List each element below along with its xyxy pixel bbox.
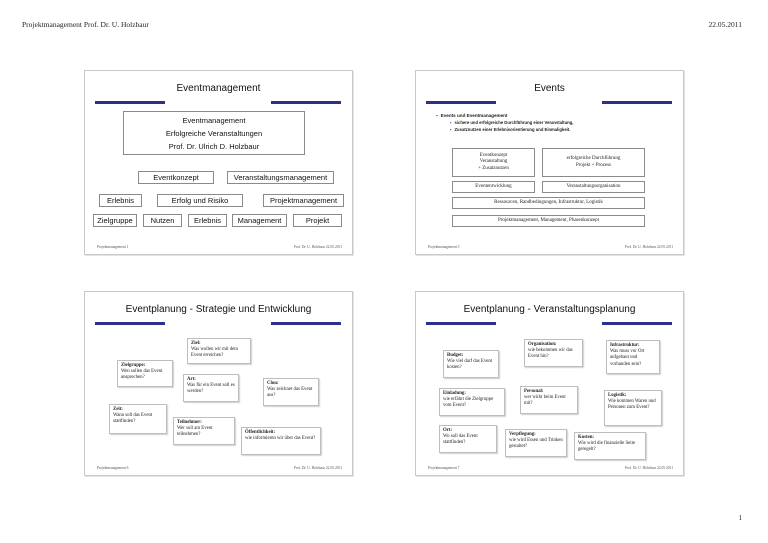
slide-eventmanagement	[84, 70, 353, 255]
box-projektmanagement: Projektmanagement	[263, 194, 344, 207]
note-title: Öffentlichkeit:	[245, 430, 276, 435]
note-clou	[263, 378, 319, 406]
title-underline-right	[271, 101, 341, 104]
slide-footer-left: Projektmanagement 5	[428, 245, 460, 249]
box-line-3: Prof. Dr. Ulrich D. Holzbaur	[168, 142, 260, 151]
note-text: Was zeichnet das Event aus?	[267, 387, 313, 399]
page-number: 1	[738, 514, 742, 522]
box-erlebnis-2: Erlebnis	[188, 214, 227, 227]
title-underline-right	[602, 322, 672, 325]
slide-events	[415, 70, 684, 255]
note-text: wie bekommen wir das Event hin?	[528, 348, 573, 360]
note-text: Wo soll das Event stattfinden?	[443, 434, 478, 446]
slide-title: Eventplanung - Strategie und Entwicklung	[125, 304, 312, 315]
slide-footer-right: Prof. Dr. U. Holzbaur 22.05.2011	[293, 466, 342, 470]
slide-footer-right: Prof. Dr. U. Holzbaur 22.05.2011	[624, 245, 673, 249]
document-header-left: Projektmanagement Prof. Dr. U. Holzbaur	[22, 20, 149, 29]
note-text: Wie viel darf das Event kosten?	[447, 359, 493, 371]
bullet-main	[436, 113, 508, 118]
note-ziel	[187, 338, 251, 364]
slide-footer-right: Prof. Dr. U. Holzbaur 22.05.2011	[624, 466, 673, 470]
note-organisation	[524, 339, 583, 367]
box-projektmanagement: Projektmanagement, Management, Phasenkonzept	[452, 215, 645, 227]
note-infrastruktur	[606, 340, 660, 374]
box-eventkonzept: Eventkonzept	[138, 171, 214, 184]
note-text: Wie kommen Waren und Personen zum Event?	[608, 399, 656, 411]
note-ort	[439, 425, 497, 453]
title-underline-left	[95, 322, 165, 325]
note-title: Ort:	[443, 428, 453, 433]
slide-footer-right: Prof. Dr. U. Holzbaur 22.05.2011	[293, 245, 342, 249]
slide-footer-left: Projektmanagement 7	[428, 466, 460, 470]
note-text: Was muss vor Ort aufgebaut und vorhanden sein?	[610, 349, 645, 367]
subbullet-2	[450, 127, 570, 132]
box-line-2: Erfolgreiche Veranstaltungen	[165, 129, 263, 138]
note-title: Personal:	[524, 389, 544, 394]
bullet-icon: ▪	[436, 113, 438, 118]
subbullet-text: sichere und erfolgreiche Durchführung einer Veranstaltung,	[454, 120, 574, 125]
slide-title: Eventplanung - Veranstaltungsplanung	[463, 304, 636, 315]
note-text: Wann soll das Event stattfinden?	[113, 413, 153, 425]
slide-veranstaltungsplanung	[415, 291, 684, 476]
box-veranstaltungsorganisation: Veranstaltungsorganisation	[542, 181, 645, 193]
title-underline-right	[602, 101, 672, 104]
title-info-box	[123, 111, 305, 155]
box-eventkonzept: Eventkonzept Veranstaltung + Zusatznutzen	[452, 148, 535, 177]
note-budget	[443, 350, 499, 378]
note-text: wer wirkt beim Event mit?	[524, 395, 566, 407]
title-underline-left	[426, 101, 496, 104]
note-title: Zielgruppe:	[121, 363, 146, 368]
box-erfolgreiche-durchfuehrung: erfolgreiche Durchführung Projekt + Prozess	[542, 148, 645, 177]
subbullet-icon: ▪	[450, 120, 452, 125]
note-title: Clou:	[267, 381, 279, 386]
note-text: Was wollen wir mit dem Event erreichen?	[191, 347, 239, 359]
slide-footer-left: Projektmanagement 1	[97, 245, 129, 249]
title-underline-left	[95, 101, 165, 104]
document-header-date: 22.05.2011	[708, 20, 742, 29]
bullet-text: Events und Eventmanagement	[440, 113, 508, 118]
subbullet-text: Zusatznutzen einer Erlebnisorientierung und Einmaligkeit.	[454, 127, 571, 132]
note-title: Teilnehmer:	[177, 420, 202, 425]
note-teilnehmer	[173, 417, 235, 445]
note-zielgruppe	[117, 360, 173, 387]
slide-strategie-entwicklung	[84, 291, 353, 476]
box-erfolg-und-risiko: Erfolg und Risiko	[157, 194, 243, 207]
box-veranstaltungsmanagement: Veranstaltungsmanagement	[227, 171, 334, 184]
note-title: Verpflegung:	[509, 432, 536, 437]
note-oeffentlichkeit	[241, 427, 321, 455]
note-personal	[520, 386, 578, 414]
note-title: Infrastruktur:	[610, 343, 640, 348]
slide-footer-left: Projektmanagement 6	[97, 466, 129, 470]
note-text: Was für ein Event soll es werden?	[187, 383, 235, 395]
note-title: Art:	[187, 377, 196, 382]
note-title: Budget:	[447, 353, 464, 358]
note-title: Ziel:	[191, 341, 201, 346]
box-management: Management	[232, 214, 287, 227]
note-text: wie erfährt die Zielgruppe vom Event?	[443, 397, 494, 409]
note-kosten	[574, 432, 646, 460]
box-nutzen: Nutzen	[143, 214, 182, 227]
note-einladung	[439, 388, 505, 416]
note-text: wie wird Essen und Trinken gestaltet?	[509, 438, 563, 450]
box-evententwicklung: Evententwicklung	[452, 181, 535, 193]
note-zeit	[109, 404, 167, 434]
box-projekt: Projekt	[293, 214, 342, 227]
box-line-1: Eventmanagement	[182, 116, 246, 125]
note-text: wie informieren wir über das Event?	[245, 436, 316, 442]
note-art	[183, 374, 239, 402]
subbullet-icon: ▪	[450, 127, 452, 132]
note-verpflegung	[505, 429, 567, 457]
note-title: Organisation:	[528, 342, 557, 347]
title-underline-left	[426, 322, 496, 325]
box-erlebnis: Erlebnis	[99, 194, 142, 207]
slide-title: Events	[534, 83, 565, 94]
slide-title: Eventmanagement	[176, 83, 261, 94]
note-title: Zeit:	[113, 407, 123, 412]
note-title: Kosten:	[578, 435, 594, 440]
note-title: Einladung:	[443, 391, 466, 396]
note-logistik	[604, 390, 662, 426]
subbullet-1	[450, 120, 573, 125]
box-ressourcen: Ressourcen, Randbedingungen, Infrastruktur, Logistik	[452, 197, 645, 209]
note-text: Wie wird die finanzielle Seite geregelt?	[578, 441, 636, 453]
note-text: Wen sollen das Event ansprechen?	[121, 369, 163, 381]
note-text: Wer soll am Event teilnehmen?	[177, 426, 213, 438]
title-underline-right	[271, 322, 341, 325]
box-zielgruppe: Zielgruppe	[93, 214, 137, 227]
note-title: Logistik:	[608, 393, 627, 398]
